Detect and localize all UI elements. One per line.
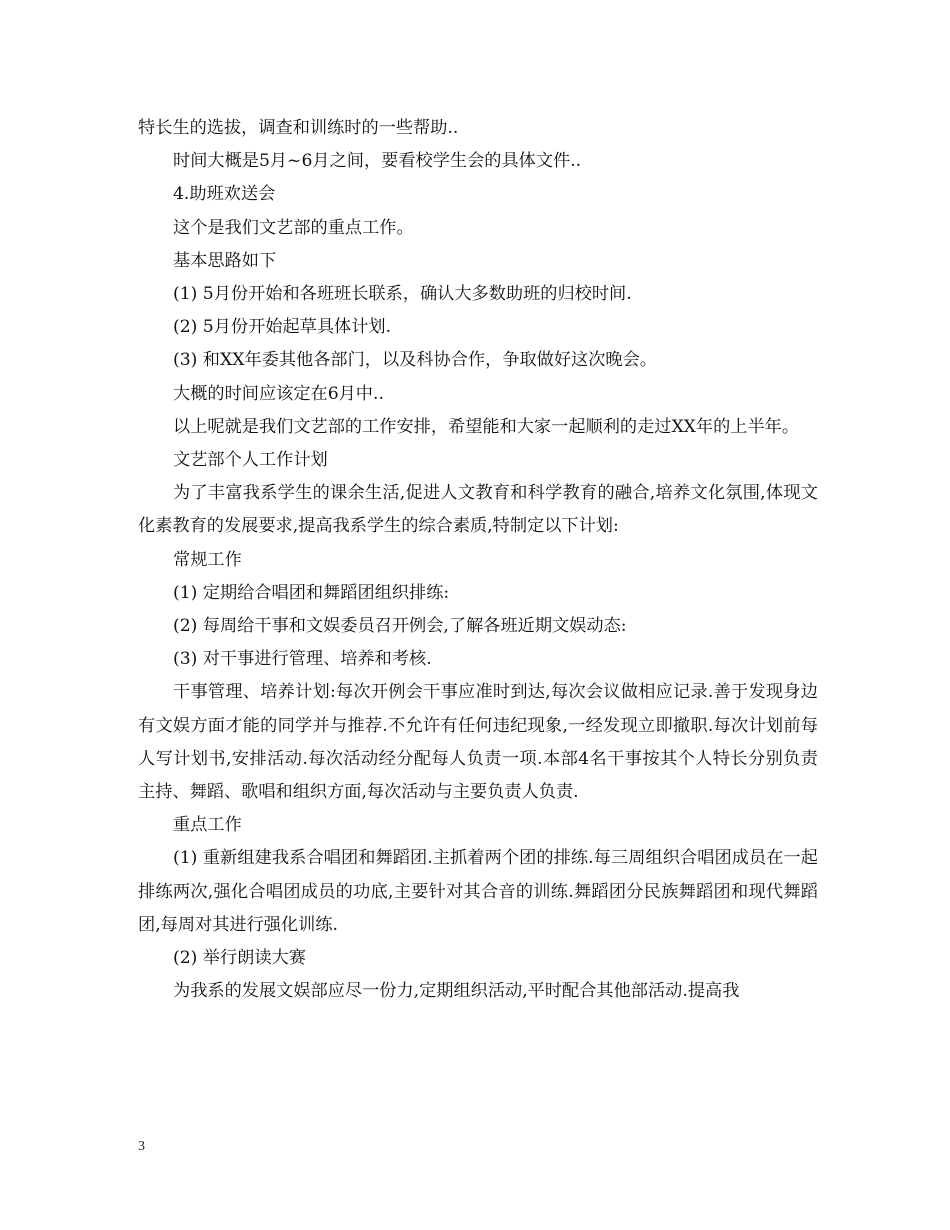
paragraph: 文艺部个人工作计划 <box>173 450 328 471</box>
paragraph: 以上呢就是我们文艺部的工作安排，希望能和大家一起顺利的走过XX年的上半年。 <box>173 416 800 437</box>
page-number: 3 <box>138 1139 145 1154</box>
paragraph: (1) 重新组建我系合唱团和舞蹈团.主抓着两个团的排练.每三周组织合唱团成员在一起排练两次,强化合唱团成员的功底,主要针对其合音的训练.舞蹈团分民族舞蹈团和现代舞蹈团,每周对其进行强化训练. <box>138 848 818 935</box>
paragraph: 基本思路如下 <box>173 250 277 271</box>
paragraph: 为了丰富我系学生的课余生活,促进人文教育和科学教育的融合,培养文化氛围,体现文化素教育的发展要求,提高我系学生的综合素质,特制定以下计划: <box>138 483 818 537</box>
paragraph: 时间大概是5月~6月之间，要看校学生会的具体文件.. <box>173 151 582 172</box>
paragraph: (3) 对干事进行管理、培养和考核. <box>173 649 432 670</box>
paragraph: 特长生的选拔，调查和训练时的一些帮助.. <box>138 118 459 138</box>
paragraph: 常规工作 <box>173 549 242 570</box>
paragraph: 大概的时间应该定在6月中.. <box>173 383 384 404</box>
paragraph: (1) 定期给合唱团和舞蹈团组织排练: <box>173 582 450 603</box>
paragraph: 重点工作 <box>173 815 242 836</box>
paragraph: 为我系的发展文娱部应尽一份力,定期组织活动,平时配合其他部活动.提高我 <box>173 981 740 1002</box>
paragraph: 这个是我们文艺部的重点工作。 <box>173 217 414 238</box>
paragraph: (2) 举行朗读大赛 <box>173 948 306 969</box>
document-body <box>138 112 818 1008</box>
paragraph: (2) 5月份开始起草具体计划. <box>173 317 392 338</box>
paragraph: 4.助班欢送会 <box>173 184 276 205</box>
paragraph: (1) 5月份开始和各班班长联系，确认大多数助班的归校时间. <box>173 284 632 305</box>
paragraph: (2) 每周给干事和文娱委员召开例会,了解各班近期文娱动态: <box>173 616 627 637</box>
paragraph: 干事管理、培养计划:每次开例会干事应准时到达,每次会议做相应记录.善于发现身边有文娱方面才能的同学并与推荐.不允许有任何违纪现象,一经发现立即撤职.每次计划前每人写计划书,安排活动.每次活动经分配每人负责一项.本部4名干事按其个人特长分别负责主持、舞蹈、歌唱和组织方面,每次活动与主要负责人负责. <box>138 682 818 803</box>
paragraph: (3) 和XX年委其他各部门，以及科协合作，争取做好这次晚会。 <box>173 350 657 371</box>
